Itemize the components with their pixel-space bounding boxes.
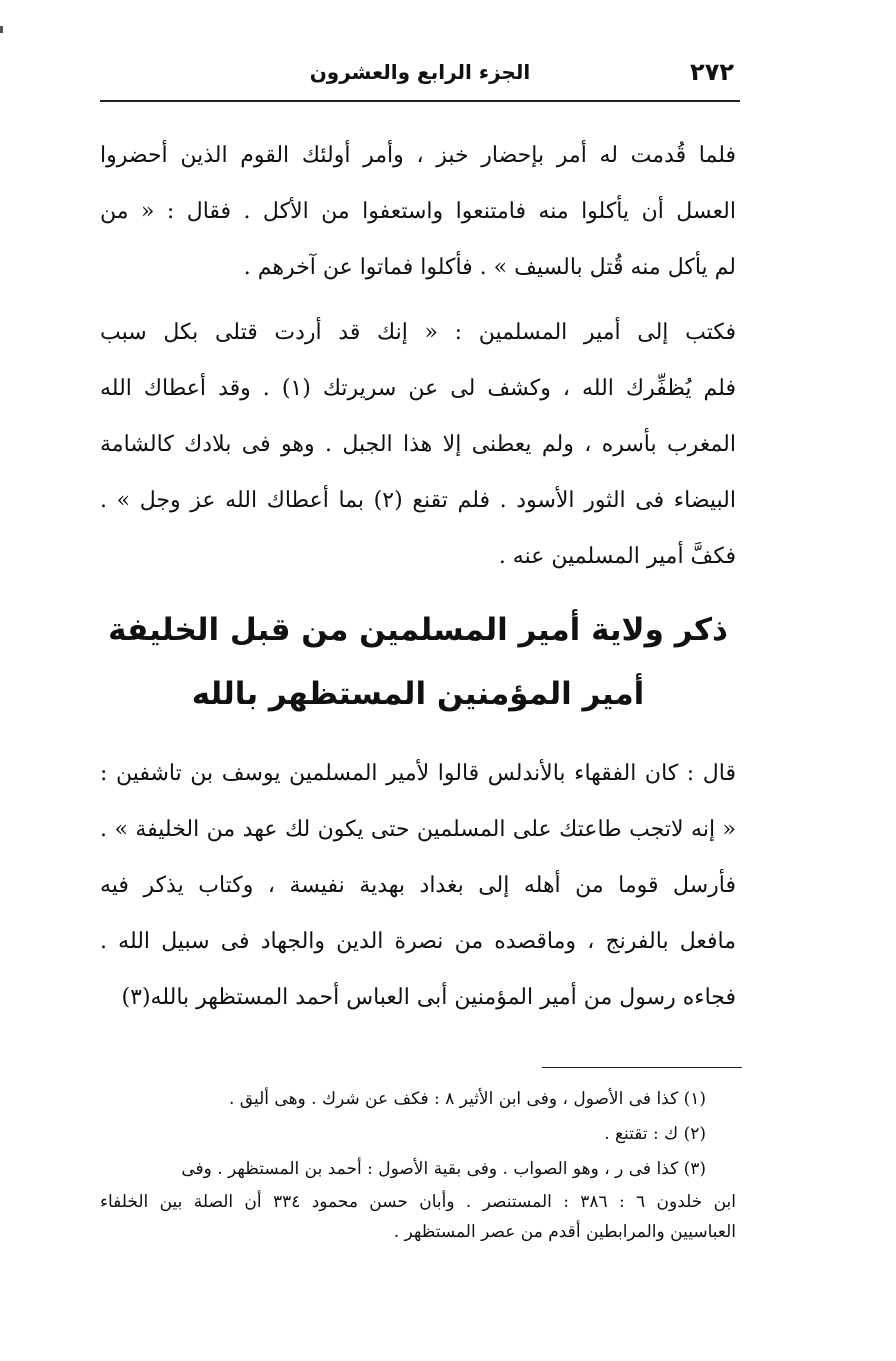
text-line: فجاءه رسول من أمير المؤمنين أبى العباس أحمد المستظهر بالله(٣) bbox=[121, 985, 736, 1010]
text-line: المغرب بأسره ، ولم يعطنى إلا هذا الجبل . وهو فى بلادك كالشامة bbox=[100, 432, 736, 457]
text-line: العسل أن يأكلوا منه فامتنعوا واستعفوا من الأكل . فقال : « من bbox=[100, 199, 736, 224]
paragraph-3 bbox=[100, 746, 736, 1026]
footnote-rule bbox=[542, 1067, 742, 1068]
text-line: فكتب إلى أمير المسلمين : « إنك قد أردت قتلى بكل سبب bbox=[100, 320, 736, 345]
text-line: فكفَّ أمير المسلمين عنه . bbox=[498, 544, 736, 569]
section-heading-line-2: أمير المؤمنين المستظهر بالله bbox=[191, 676, 645, 712]
scan-mark bbox=[0, 26, 3, 33]
text-line: فأرسل قوما من أهله إلى بغداد بهدية نفيسة ، وكتاب يذكر فيه bbox=[100, 873, 736, 898]
footnotes bbox=[100, 1082, 736, 1247]
text-line: فلم يُظفِّرك الله ، وكشف لى عن سريرتك (١) . وقد أعطاك الله bbox=[100, 376, 736, 401]
paragraph-2 bbox=[100, 305, 736, 585]
page-number: ٢٧٢ bbox=[690, 58, 734, 86]
paragraph-1 bbox=[100, 128, 736, 296]
text-line: لم يأكل منه قُتل بالسيف » . فأكلوا فماتوا عن آخرهم . bbox=[243, 255, 736, 280]
text-line: فلما قُدمت له أمر بإحضار خبز ، وأمر أولئك القوم الذين أحضروا bbox=[100, 143, 736, 168]
text-line: البيضاء فى الثور الأسود . فلم تقنع (٢) بما أعطاك الله عز وجل » . bbox=[100, 488, 736, 513]
running-head: الجزء الرابع والعشرون bbox=[309, 60, 531, 84]
header-rule bbox=[100, 100, 740, 102]
footnote-2: (٢) ك : تقتنع . bbox=[604, 1124, 706, 1144]
page-header bbox=[100, 52, 740, 92]
text-line: « إنه لاتجب طاعتك على المسلمين حتى يكون لك عهد من الخليفة » . bbox=[100, 817, 736, 842]
section-heading-line-1: ذكر ولاية أمير المسلمين من قبل الخليفة bbox=[108, 612, 728, 648]
text-line: قال : كان الفقهاء بالأندلس قالوا لأمير المسلمين يوسف بن تاشفين : bbox=[100, 761, 736, 786]
footnote-3-continuation: العباسيين والمرابطين أقدم من عصر المستظهر . bbox=[393, 1222, 736, 1242]
footnote-3-continuation: ابن خلدون ٦ : ٣٨٦ : المستنصر . وأبان حسن محمود ٣٣٤ أن الصلة بين الخلفاء bbox=[100, 1192, 736, 1212]
footnote-1: (١) كذا فى الأصول ، وفى ابن الأثير ٨ : فكف عن شرك . وهى أليق . bbox=[228, 1089, 706, 1109]
text-line: مافعل بالفرنج ، وماقصده من نصرة الدين والجهاد فى سبيل الله . bbox=[100, 929, 736, 954]
footnote-3: (٣) كذا فى ر ، وهو الصواب . وفى بقية الأصول : أحمد بن المستظهر . وفى bbox=[181, 1159, 706, 1179]
